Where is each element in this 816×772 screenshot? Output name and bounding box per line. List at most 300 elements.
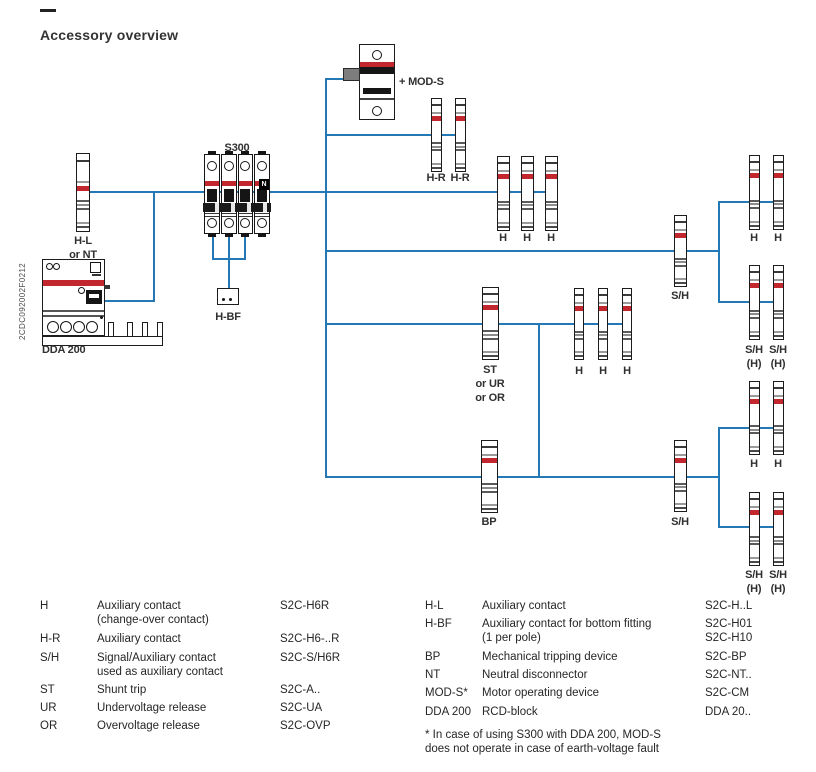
module-h-top-3 <box>545 156 558 231</box>
module-stripe <box>483 334 498 336</box>
module-stripe <box>750 313 759 315</box>
module-stripe <box>675 458 686 463</box>
module-stripe <box>623 334 631 336</box>
diagram-label: H <box>523 232 531 244</box>
screw-terminal <box>73 321 85 333</box>
module-shh-lr-1 <box>749 492 760 566</box>
legend-description-line: Motor operating device <box>482 687 599 699</box>
screw-terminal <box>86 321 98 333</box>
module-stripe <box>456 149 465 151</box>
module-stripe <box>482 454 497 456</box>
screw-terminal <box>207 218 217 228</box>
module-stripe <box>432 149 441 151</box>
diagram-label: H <box>623 365 631 377</box>
module-stripe <box>675 486 686 488</box>
footnote-line: does not operate in case of earth-voltage fault <box>425 742 659 755</box>
module-stripe <box>774 399 783 404</box>
module-stripe <box>498 204 509 206</box>
module-stripe <box>482 508 497 510</box>
module-stripe <box>482 446 497 448</box>
module-stripe <box>623 338 631 340</box>
legend-description-line: used as auxiliary contact <box>97 665 223 678</box>
module-stripe <box>750 283 759 288</box>
legend-order-code <box>705 706 751 720</box>
module-stripe <box>599 331 607 333</box>
module-stripe <box>774 543 783 545</box>
s300-pole <box>238 154 254 234</box>
diagram-label: S/H <box>671 516 689 528</box>
legend-description <box>97 652 223 679</box>
detail-line <box>239 213 253 214</box>
module-stripe <box>675 282 686 284</box>
legend-order-code <box>705 669 752 683</box>
s300-pole <box>221 154 237 234</box>
legend-description <box>482 651 618 665</box>
terminal-tab <box>225 233 233 237</box>
contact-dot <box>222 298 225 301</box>
title-dash <box>40 9 56 12</box>
module-stripe <box>750 331 759 333</box>
module-stripe <box>77 181 89 183</box>
legend-description-line: Overvoltage release <box>97 720 200 732</box>
module-stripe <box>774 335 783 337</box>
legend-order-code <box>705 651 747 665</box>
module-stripe <box>77 208 89 210</box>
module-stripe <box>774 331 783 333</box>
module-stripe <box>77 204 89 206</box>
module-stripe <box>750 279 759 281</box>
module-stripe <box>675 229 686 231</box>
legend-description <box>482 669 587 683</box>
module-stripe <box>623 351 631 353</box>
screw-terminal <box>207 161 217 171</box>
connection-line <box>244 233 246 260</box>
module-stripe <box>575 351 583 353</box>
indicator-hole <box>46 263 53 270</box>
connection-line <box>88 191 551 193</box>
diagram-label: or NT <box>69 249 97 261</box>
module-stripe <box>774 169 783 171</box>
module-stripe <box>750 387 759 389</box>
breaker-toggle <box>257 189 267 202</box>
legend-term: BP <box>425 651 441 663</box>
legend-term: OR <box>40 720 58 732</box>
terminal-tab <box>258 151 266 155</box>
legend-description <box>482 687 599 701</box>
module-stripe <box>575 302 583 304</box>
module-stripe <box>774 310 783 312</box>
module-stripe <box>546 204 557 206</box>
module-stripe <box>575 338 583 340</box>
module-stripe <box>483 338 498 340</box>
module-stripe <box>774 557 783 559</box>
module-h-top-1 <box>497 156 510 231</box>
diagram-label: H <box>499 232 507 244</box>
legend-order-code-line: S2C-H01 <box>705 618 753 630</box>
module-stripe <box>483 293 498 295</box>
module-stripe <box>77 222 89 224</box>
module-stripe <box>522 208 533 210</box>
module-stripe <box>482 458 497 463</box>
module-stripe <box>750 203 759 205</box>
module-stripe <box>750 429 759 431</box>
screw-terminal <box>60 321 72 333</box>
module-stripe <box>750 173 759 178</box>
module-sh-upper <box>674 215 687 287</box>
module-stripe <box>599 294 607 296</box>
module-stripe <box>750 432 759 434</box>
module-stripe <box>675 454 686 456</box>
module-stripe <box>498 174 509 179</box>
legend-order-code-line: S2C-BP <box>705 651 747 663</box>
module-stripe <box>456 116 465 121</box>
module-stripe <box>774 536 783 538</box>
diagram-label: (H) <box>746 583 762 595</box>
module-shh-ur-2 <box>773 265 784 340</box>
legend-term: UR <box>40 702 57 714</box>
legend-description-line: Auxiliary contact <box>97 600 181 612</box>
module-stripe <box>522 170 533 172</box>
connection-line <box>325 250 718 252</box>
module-shh-ur-1 <box>749 265 760 340</box>
detail-line <box>222 213 236 214</box>
diagram-label: H <box>750 232 758 244</box>
module-bp <box>481 440 498 513</box>
legend-description-line: (change-over contact) <box>97 613 209 626</box>
s300-breaker-device <box>204 154 270 234</box>
side-connector <box>343 68 360 81</box>
neutral-marker: N <box>259 179 269 190</box>
detail-line <box>92 274 101 276</box>
module-shh-lr-2 <box>773 492 784 566</box>
module-st <box>482 287 499 360</box>
module-stripe <box>623 306 631 311</box>
module-h-l <box>76 153 90 232</box>
legend-order-code-line: S2C-H6-..R <box>280 633 340 645</box>
diagram-label: (H) <box>770 358 786 370</box>
module-stripe <box>774 317 783 319</box>
diagram-label: H <box>774 232 782 244</box>
legend-order-code-line: S2C-H..L <box>705 600 753 612</box>
test-window <box>90 262 101 273</box>
legend-description-line: Mechanical tripping device <box>482 651 618 663</box>
legend-description-line: Auxiliary contact for bottom fitting <box>482 618 652 630</box>
module-stripe <box>498 226 509 228</box>
diagram-label: S/H <box>671 290 689 302</box>
module-stripe <box>432 167 441 169</box>
module-stripe <box>77 200 89 202</box>
module-stripe <box>774 450 783 452</box>
module-h-lr-1 <box>749 381 760 455</box>
module-stripe <box>774 498 783 500</box>
module-stripe <box>546 174 557 179</box>
module-stripe <box>77 160 89 162</box>
legend-term: H-BF <box>425 618 452 630</box>
module-stripe <box>623 294 631 296</box>
dark-band <box>360 67 394 74</box>
module-stripe <box>432 146 441 148</box>
module-stripe <box>546 162 557 164</box>
module-stripe <box>750 310 759 312</box>
busbar-pin <box>157 322 163 337</box>
legend-description-line: Auxiliary contact <box>97 633 181 645</box>
legend-order-code-line: S2C-H6R <box>280 600 330 612</box>
diagram-label: H <box>774 458 782 470</box>
indicator-hole <box>53 263 60 270</box>
module-h-ur-1 <box>749 155 760 230</box>
module-stripe <box>575 294 583 296</box>
module-stripe <box>456 163 465 165</box>
module-stripe <box>77 226 89 228</box>
module-h-mid-2 <box>598 288 608 360</box>
module-stripe <box>774 225 783 227</box>
breaker-toggle <box>224 189 234 202</box>
module-stripe <box>675 490 686 492</box>
module-stripe <box>483 351 498 353</box>
module-stripe <box>750 506 759 508</box>
diagram-label: or UR <box>475 378 505 390</box>
diagram-label: H <box>750 458 758 470</box>
module-stripe <box>522 174 533 179</box>
module-stripe <box>774 510 783 515</box>
module-stripe <box>498 222 509 224</box>
legend-order-code-line: S2C-S/H6R <box>280 652 341 664</box>
connection-line <box>153 191 155 302</box>
footnote-line: * In case of using S300 with DDA 200, MOD-S <box>425 729 661 741</box>
screw-terminal <box>257 161 267 171</box>
terminal-tab <box>241 233 249 237</box>
detail-line <box>43 315 104 317</box>
module-stripe <box>522 204 533 206</box>
module-stripe <box>546 208 557 210</box>
module-stripe <box>750 317 759 319</box>
document-code-vertical: 2CDC092002F0212 <box>18 262 27 340</box>
busbar-pin <box>108 322 114 337</box>
screw-terminal <box>257 218 267 228</box>
module-stripe <box>750 335 759 337</box>
module-stripe <box>522 201 533 203</box>
breaker-toggle <box>240 189 250 202</box>
module-stripe <box>522 226 533 228</box>
module-stripe <box>750 161 759 163</box>
module-stripe <box>774 540 783 542</box>
module-stripe <box>750 221 759 223</box>
module-stripe <box>522 162 533 164</box>
module-stripe <box>599 302 607 304</box>
rcd-toggle-inner <box>89 294 99 298</box>
s300-pole <box>204 154 220 234</box>
module-stripe <box>482 487 497 489</box>
dda-200-device <box>42 259 105 336</box>
module-stripe <box>750 446 759 448</box>
legend-description <box>482 706 538 720</box>
module-stripe <box>498 208 509 210</box>
module-stripe <box>456 167 465 169</box>
busbar-pin <box>127 322 133 337</box>
legend-description-line: Signal/Auxiliary contact <box>97 652 216 664</box>
connection-line <box>212 258 244 260</box>
module-stripe <box>456 112 465 114</box>
legend-description-line: (1 per pole) <box>482 631 541 644</box>
module-stripe <box>774 429 783 431</box>
module-stripe <box>774 200 783 202</box>
diagram-label: H <box>547 232 555 244</box>
legend-order-code <box>705 618 752 645</box>
module-stripe <box>750 561 759 563</box>
module-stripe <box>675 265 686 267</box>
module-stripe <box>432 112 441 114</box>
module-stripe <box>483 330 498 332</box>
screw-terminal <box>224 218 234 228</box>
module-stripe <box>546 201 557 203</box>
module-stripe <box>482 483 497 485</box>
legend-term: H-R <box>40 633 61 645</box>
module-stripe <box>575 331 583 333</box>
legend-order-code <box>280 600 329 614</box>
module-stripe <box>546 170 557 172</box>
diagram-label: S/H <box>769 569 787 581</box>
module-stripe <box>623 331 631 333</box>
detail-line <box>255 213 269 214</box>
legend-term: MOD-S* <box>425 687 468 699</box>
legend-description <box>97 600 209 627</box>
module-stripe <box>774 173 783 178</box>
legend-footnote <box>425 729 661 756</box>
breaker-toggle <box>207 189 217 202</box>
module-stripe <box>498 162 509 164</box>
module-stripe <box>546 226 557 228</box>
module-stripe <box>483 305 498 310</box>
module-stripe <box>456 142 465 144</box>
module-stripe <box>750 399 759 404</box>
detail-line <box>205 213 219 214</box>
module-stripe <box>750 200 759 202</box>
module-stripe <box>774 446 783 448</box>
diagram-label: BP <box>481 516 497 528</box>
module-stripe <box>750 540 759 542</box>
diagram-label: H-R <box>426 172 446 184</box>
module-h-lr-2 <box>773 381 784 455</box>
module-stripe <box>750 543 759 545</box>
dark-band <box>363 88 391 94</box>
module-stripe <box>675 446 686 448</box>
s300-center-band <box>203 203 271 212</box>
module-stripe <box>774 279 783 281</box>
module-stripe <box>456 146 465 148</box>
module-stripe <box>623 355 631 357</box>
connection-line <box>718 427 720 528</box>
module-stripe <box>774 432 783 434</box>
module-stripe <box>750 225 759 227</box>
legend-order-code-line: S2C-A.. <box>280 684 321 696</box>
legend-order-code <box>705 687 749 701</box>
module-stripe <box>599 355 607 357</box>
module-sh-lower <box>674 440 687 512</box>
module-stripe <box>432 142 441 144</box>
connection-line <box>718 201 720 303</box>
connection-line <box>538 323 540 478</box>
page-title: Accessory overview <box>40 27 179 43</box>
mounting-hole <box>372 50 382 60</box>
module-stripe <box>774 561 783 563</box>
legend-order-code <box>280 652 340 666</box>
module-stripe <box>750 271 759 273</box>
module-stripe <box>432 104 441 106</box>
legend-term: DDA 200 <box>425 706 472 718</box>
legend-order-code <box>280 684 320 698</box>
legend-description <box>97 684 146 698</box>
module-stripe <box>675 278 686 280</box>
module-stripe <box>675 258 686 260</box>
module-stripe <box>432 163 441 165</box>
module-stripe <box>750 498 759 500</box>
module-stripe <box>750 425 759 427</box>
module-stripe <box>750 169 759 171</box>
mod-s-device <box>359 44 395 120</box>
diagram-label: ST <box>483 364 497 376</box>
module-stripe <box>750 536 759 538</box>
module-stripe <box>774 207 783 209</box>
legend-order-code-line: S2C-CM <box>705 687 750 699</box>
legend-order-code-line: S2C-UA <box>280 702 323 714</box>
diagram-label: S/H <box>769 344 787 356</box>
module-stripe <box>774 506 783 508</box>
module-stripe <box>456 104 465 106</box>
module-stripe <box>599 306 607 311</box>
h-bf-label: H-BF <box>215 311 241 323</box>
connection-line <box>228 233 230 289</box>
module-stripe <box>483 355 498 357</box>
module-stripe <box>483 301 498 303</box>
module-stripe <box>675 483 686 485</box>
diagram-label: H-L <box>74 235 92 247</box>
diagram-label: H-R <box>450 172 470 184</box>
connection-line <box>100 300 153 302</box>
mounting-hole <box>372 106 382 116</box>
module-stripe <box>599 338 607 340</box>
screw-terminal <box>240 161 250 171</box>
module-stripe <box>482 491 497 493</box>
s300-label: S300 <box>224 142 250 154</box>
module-stripe <box>432 116 441 121</box>
diagram-label: H <box>599 365 607 377</box>
legend-description <box>482 618 651 645</box>
module-stripe <box>750 395 759 397</box>
screw-terminal <box>224 161 234 171</box>
busbar-pin <box>142 322 148 337</box>
module-stripe <box>599 351 607 353</box>
contact-dot <box>229 298 232 301</box>
module-stripe <box>498 201 509 203</box>
legend-order-code <box>280 702 322 716</box>
legend-order-code <box>705 600 752 614</box>
side-tab <box>104 285 110 289</box>
red-stripe <box>239 181 253 186</box>
legend-description-line: Undervoltage release <box>97 702 207 714</box>
legend-term: NT <box>425 669 441 681</box>
detail-line <box>43 310 104 312</box>
terminal-tab <box>208 151 216 155</box>
legend-order-code-line: DDA 20.. <box>705 706 752 718</box>
module-stripe <box>77 186 89 191</box>
legend-description-line: RCD-block <box>482 706 538 718</box>
module-stripe <box>750 207 759 209</box>
module-stripe <box>575 355 583 357</box>
module-stripe <box>498 170 509 172</box>
diagram-label: S/H <box>745 569 763 581</box>
module-stripe <box>774 203 783 205</box>
module-stripe <box>675 233 686 238</box>
